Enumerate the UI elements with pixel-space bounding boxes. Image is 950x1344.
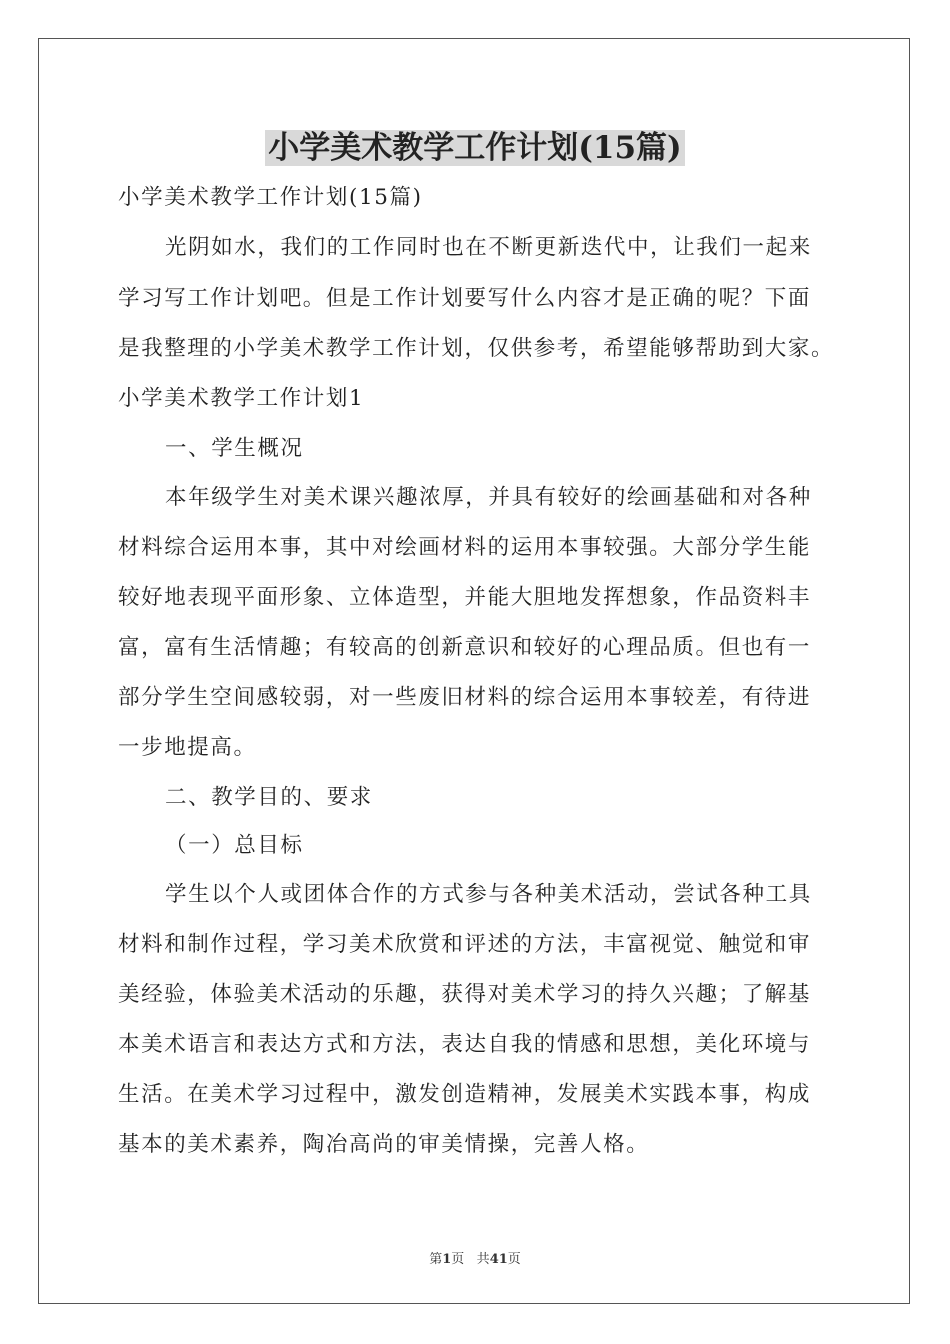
page-border xyxy=(38,38,910,1304)
paragraph-line: 富，富有生活情趣；有较高的创新意识和较好的心理品质。但也有一 xyxy=(118,635,812,660)
paragraph-line: 本年级学生对美术课兴趣浓厚，并具有较好的绘画基础和对各种 xyxy=(165,485,812,510)
page-footer xyxy=(0,1248,950,1267)
document-title-text: 小学美术教学工作计划(15篇) xyxy=(265,130,684,166)
footer-page-suffix: 页 xyxy=(451,1252,465,1267)
paragraph-line: 光阴如水，我们的工作同时也在不断更新迭代中，让我们一起来 xyxy=(165,235,812,260)
footer-total-suffix: 页 xyxy=(507,1252,521,1267)
paragraph-line: 较好地表现平面形象、立体造型，并能大胆地发挥想象，作品资料丰 xyxy=(118,585,812,610)
footer-total-prefix: 共 xyxy=(476,1252,490,1267)
subsection-heading: 二、教学目的、要求 xyxy=(165,785,373,810)
subsection-heading: （一）总目标 xyxy=(165,833,304,858)
paragraph-line: 美经验，体验美术活动的乐趣，获得对美术学习的持久兴趣；了解基 xyxy=(118,982,812,1007)
paragraph-line: 本美术语言和表达方式和方法，表达自我的情感和思想，美化环境与 xyxy=(118,1032,812,1057)
footer-page-prefix: 第 xyxy=(429,1252,443,1267)
subtitle-line: 小学美术教学工作计划(15篇) xyxy=(118,185,423,210)
subsection-heading: 一、学生概况 xyxy=(165,436,304,461)
section-heading: 小学美术教学工作计划1 xyxy=(118,386,365,411)
paragraph-line: 一步地提高。 xyxy=(118,735,257,760)
paragraph-line: 学习写工作计划吧。但是工作计划要写什么内容才是正确的呢？下面 xyxy=(118,286,812,311)
paragraph-line: 材料综合运用本事，其中对绘画材料的运用本事较强。大部分学生能 xyxy=(118,535,812,560)
paragraph-line: 生活。在美术学习过程中，激发创造精神，发展美术实践本事，构成 xyxy=(118,1082,812,1107)
footer-total-pages: 41 xyxy=(489,1252,508,1267)
paragraph-line: 基本的美术素养，陶冶高尚的审美情操，完善人格。 xyxy=(118,1132,650,1157)
paragraph-line: 材料和制作过程，学习美术欣赏和评述的方法，丰富视觉、触觉和审 xyxy=(118,932,812,957)
paragraph-line: 部分学生空间感较弱，对一些废旧材料的综合运用本事较差，有待进 xyxy=(118,685,812,710)
footer-page-number: 1 xyxy=(442,1252,452,1267)
paragraph-line: 是我整理的小学美术教学工作计划，仅供参考，希望能够帮助到大家。 xyxy=(118,336,835,361)
document-title xyxy=(0,126,950,170)
paragraph-line: 学生以个人或团体合作的方式参与各种美术活动，尝试各种工具 xyxy=(165,882,812,907)
